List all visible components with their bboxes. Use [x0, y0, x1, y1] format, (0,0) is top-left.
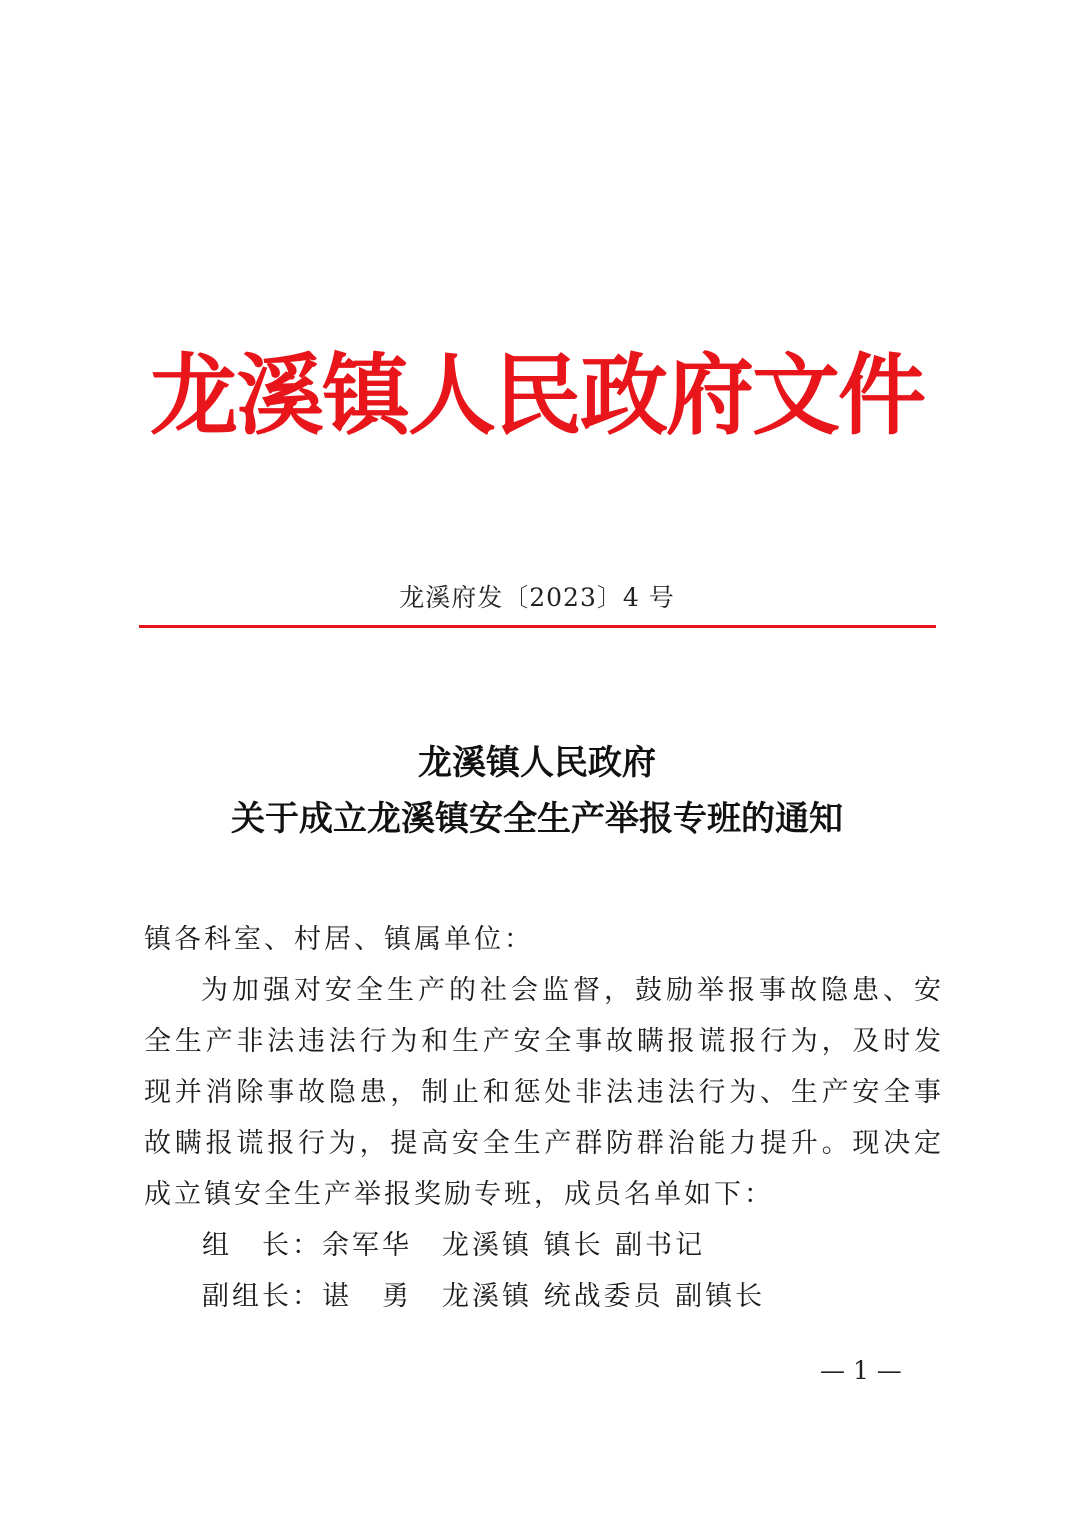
salutation: 镇各科室、村居、镇属单位：: [144, 924, 534, 955]
member-row: 副组长：谌 勇 龙溪镇 统战委员 副镇长: [202, 1281, 766, 1312]
notice-title: [0, 735, 1074, 847]
notice-title-line-2: 关于成立龙溪镇安全生产举报专班的通知: [231, 799, 843, 839]
member-row: 组 长：余军华 龙溪镇 镇长 副书记: [202, 1230, 706, 1261]
page-number: — 1 —: [820, 1356, 902, 1385]
body-paragraph: 为加强对安全生产的社会监督，鼓励举报事故隐患、安全生产非法违法行为和生产安全事故瞒报谎报行为，及时发现并消除事故隐患，制止和惩处非法违法行为、生产安全事故瞒报谎报行为，提高安全生产群防群治能力提升。现决定成立镇安全生产举报奖励专班，成员名单如下：: [144, 975, 944, 1210]
document-number: 龙溪府发〔2023〕4 号: [399, 583, 675, 612]
notice-body: [144, 914, 944, 1322]
red-separator-line: [139, 625, 936, 628]
document-header-title: 龙溪镇人民政府文件: [149, 343, 924, 447]
notice-title-line-1: 龙溪镇人民政府: [418, 743, 656, 783]
